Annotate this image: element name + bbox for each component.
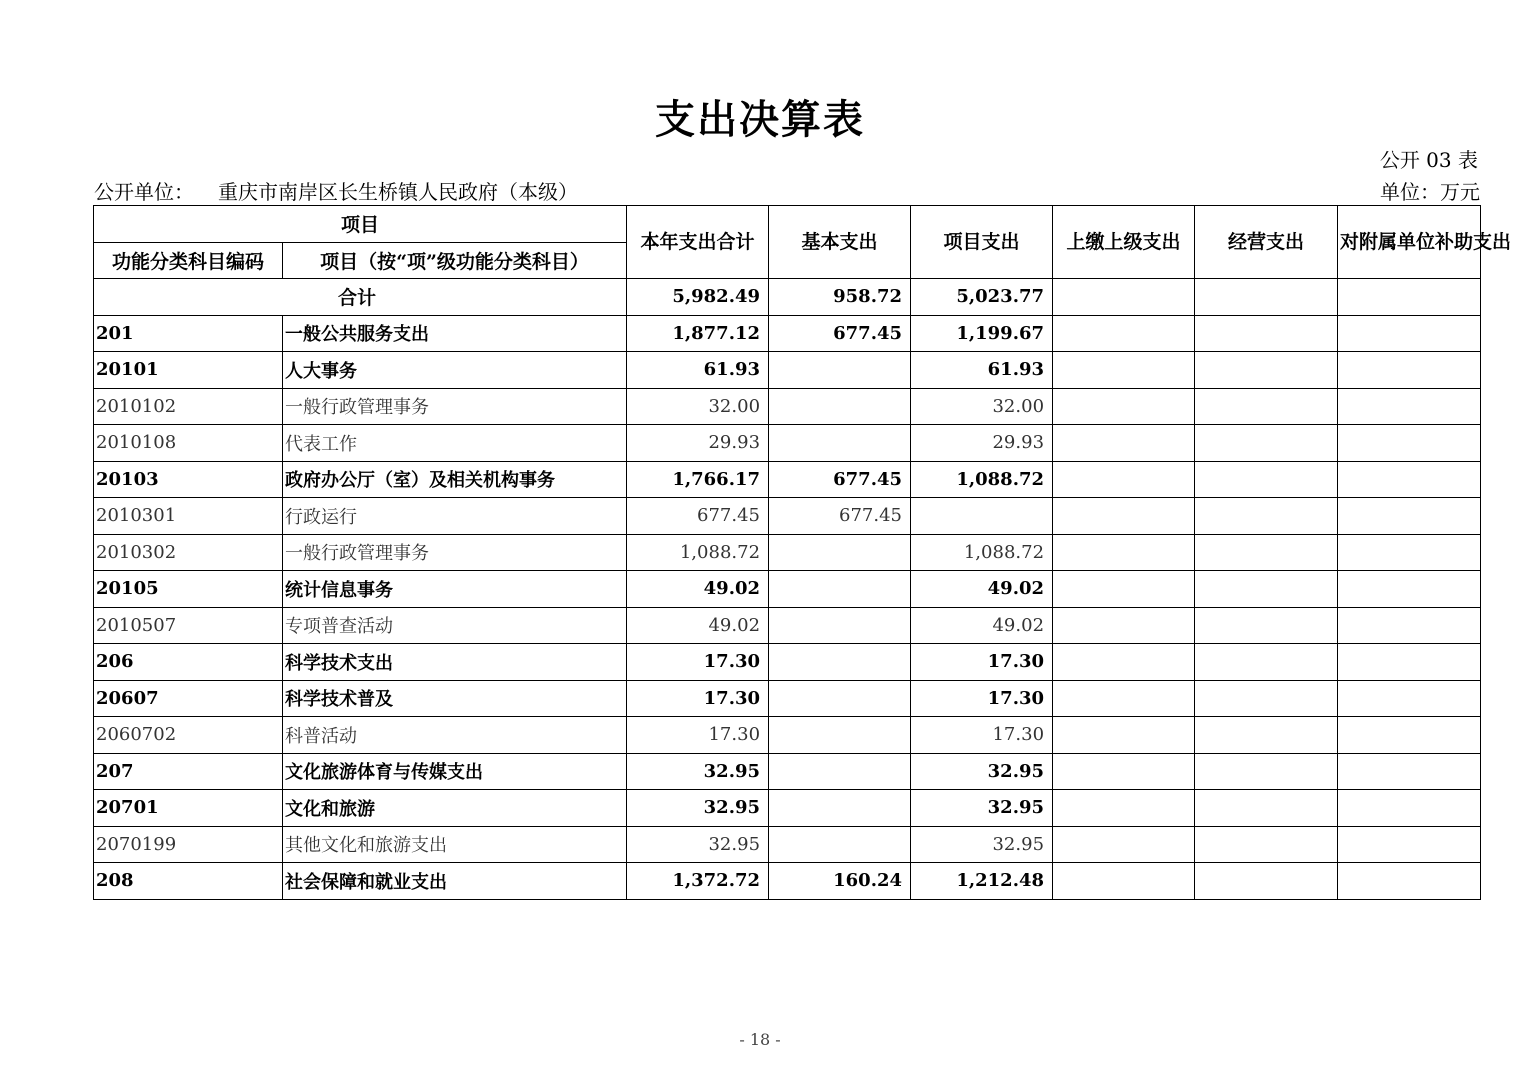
cell-project: 1,088.72 [911, 461, 1053, 498]
total-cell-basic: 958.72 [769, 279, 911, 316]
cell-total: 1,877.12 [627, 315, 769, 352]
cell-upper [1053, 571, 1195, 608]
cell-name: 人大事务 [283, 352, 627, 389]
cell-name: 统计信息事务 [283, 571, 627, 608]
cell-business [1195, 425, 1338, 462]
unit-name: 重庆市南岸区长生桥镇人民政府（本级） [218, 180, 578, 204]
cell-subsidy [1338, 607, 1481, 644]
table-row [94, 607, 1481, 644]
cell-name: 专项普查活动 [283, 607, 627, 644]
cell-project: 49.02 [911, 571, 1053, 608]
cell-code: 2010301 [94, 498, 283, 535]
cell-basic [769, 644, 911, 681]
cell-project: 32.95 [911, 826, 1053, 863]
cell-code: 20103 [94, 461, 283, 498]
expenditure-table [93, 205, 1512, 900]
cell-basic [769, 680, 911, 717]
cell-code: 207 [94, 753, 283, 790]
cell-subsidy [1338, 388, 1481, 425]
cell-basic: 677.45 [769, 461, 911, 498]
cell-basic [769, 753, 911, 790]
cell-name: 科学技术普及 [283, 680, 627, 717]
cell-upper [1053, 753, 1195, 790]
cell-code: 2010302 [94, 534, 283, 571]
cell-business [1195, 826, 1338, 863]
unit-info-row [94, 176, 1480, 204]
cell-business [1195, 790, 1338, 827]
cell-business [1195, 315, 1338, 352]
cell-name: 社会保障和就业支出 [283, 863, 627, 900]
cell-upper [1053, 717, 1195, 754]
cell-total: 32.95 [627, 790, 769, 827]
cell-subsidy [1338, 461, 1481, 498]
cell-name: 代表工作 [283, 425, 627, 462]
table-row [94, 534, 1481, 571]
cell-code: 2010108 [94, 425, 283, 462]
table-row [94, 790, 1481, 827]
table-row [94, 352, 1481, 389]
currency-unit: 单位：万元 [1380, 180, 1480, 204]
header-business: 经营支出 [1195, 206, 1338, 279]
cell-subsidy [1338, 680, 1481, 717]
table-row [94, 388, 1481, 425]
cell-name: 一般行政管理事务 [283, 388, 627, 425]
cell-subsidy [1338, 352, 1481, 389]
cell-total: 61.93 [627, 352, 769, 389]
header-project: 项目支出 [911, 206, 1053, 279]
table-row [94, 644, 1481, 681]
cell-upper [1053, 534, 1195, 571]
cell-total: 17.30 [627, 717, 769, 754]
table-row [94, 863, 1481, 900]
cell-name: 政府办公厅（室）及相关机构事务 [283, 461, 627, 498]
cell-subsidy [1338, 717, 1481, 754]
cell-code: 201 [94, 315, 283, 352]
total-cell-subsidy [1338, 279, 1481, 316]
cell-name: 文化和旅游 [283, 790, 627, 827]
cell-basic: 160.24 [769, 863, 911, 900]
form-number: 公开 03 表 [1379, 148, 1478, 172]
cell-code: 206 [94, 644, 283, 681]
cell-basic: 677.45 [769, 315, 911, 352]
table-row [94, 753, 1481, 790]
cell-code: 2010507 [94, 607, 283, 644]
cell-business [1195, 607, 1338, 644]
cell-business [1195, 534, 1338, 571]
cell-project: 29.93 [911, 425, 1053, 462]
table-row [94, 498, 1481, 535]
header-code: 功能分类科目编码 [94, 242, 283, 279]
publishing-unit [94, 176, 578, 205]
cell-basic [769, 388, 911, 425]
cell-name: 其他文化和旅游支出 [283, 826, 627, 863]
cell-basic [769, 717, 911, 754]
cell-subsidy [1338, 753, 1481, 790]
cell-name: 文化旅游体育与传媒支出 [283, 753, 627, 790]
cell-project: 17.30 [911, 717, 1053, 754]
cell-subsidy [1338, 315, 1481, 352]
cell-name: 一般行政管理事务 [283, 534, 627, 571]
cell-subsidy [1338, 863, 1481, 900]
cell-basic [769, 425, 911, 462]
cell-subsidy [1338, 826, 1481, 863]
total-cell-project: 5,023.77 [911, 279, 1053, 316]
header-subsidy: 对附属单位补助支出 [1338, 206, 1481, 279]
total-cell-upper [1053, 279, 1195, 316]
cell-business [1195, 498, 1338, 535]
cell-total: 1,088.72 [627, 534, 769, 571]
cell-upper [1053, 315, 1195, 352]
cell-subsidy [1338, 425, 1481, 462]
cell-business [1195, 753, 1338, 790]
unit-label: 公开单位： [94, 180, 194, 204]
cell-business [1195, 644, 1338, 681]
cell-total: 17.30 [627, 680, 769, 717]
cell-business [1195, 352, 1338, 389]
cell-project [911, 498, 1053, 535]
total-cell-total: 5,982.49 [627, 279, 769, 316]
header-basic: 基本支出 [769, 206, 911, 279]
table-row [94, 571, 1481, 608]
cell-business [1195, 863, 1338, 900]
cell-total: 32.00 [627, 388, 769, 425]
cell-project: 17.30 [911, 680, 1053, 717]
cell-subsidy [1338, 790, 1481, 827]
cell-total: 17.30 [627, 644, 769, 681]
cell-project: 17.30 [911, 644, 1053, 681]
cell-business [1195, 388, 1338, 425]
cell-project: 32.95 [911, 753, 1053, 790]
cell-upper [1053, 680, 1195, 717]
cell-subsidy [1338, 571, 1481, 608]
cell-business [1195, 680, 1338, 717]
cell-basic: 677.45 [769, 498, 911, 535]
table-row [94, 826, 1481, 863]
cell-project: 1,088.72 [911, 534, 1053, 571]
cell-code: 2060702 [94, 717, 283, 754]
cell-upper [1053, 790, 1195, 827]
total-cell-business [1195, 279, 1338, 316]
header-name: 项目（按“项”级功能分类科目） [283, 242, 627, 279]
cell-basic [769, 534, 911, 571]
cell-business [1195, 571, 1338, 608]
cell-total: 49.02 [627, 571, 769, 608]
cell-subsidy [1338, 534, 1481, 571]
cell-project: 32.95 [911, 790, 1053, 827]
cell-subsidy [1338, 644, 1481, 681]
cell-upper [1053, 388, 1195, 425]
cell-basic [769, 790, 911, 827]
cell-subsidy [1338, 498, 1481, 535]
cell-project: 61.93 [911, 352, 1053, 389]
cell-basic [769, 607, 911, 644]
cell-upper [1053, 644, 1195, 681]
cell-code: 2010102 [94, 388, 283, 425]
cell-total: 677.45 [627, 498, 769, 535]
cell-upper [1053, 461, 1195, 498]
table-row [94, 680, 1481, 717]
cell-name: 一般公共服务支出 [283, 315, 627, 352]
cell-code: 20701 [94, 790, 283, 827]
cell-business [1195, 717, 1338, 754]
cell-code: 208 [94, 863, 283, 900]
header-upper: 上缴上级支出 [1053, 206, 1195, 279]
cell-project: 1,199.67 [911, 315, 1053, 352]
table-row [94, 315, 1481, 352]
cell-total: 32.95 [627, 826, 769, 863]
cell-business [1195, 461, 1338, 498]
cell-total: 1,766.17 [627, 461, 769, 498]
total-label: 合计 [94, 279, 627, 316]
cell-code: 20101 [94, 352, 283, 389]
cell-project: 1,212.48 [911, 863, 1053, 900]
cell-total: 49.02 [627, 607, 769, 644]
cell-upper [1053, 498, 1195, 535]
table-row [94, 425, 1481, 462]
cell-name: 行政运行 [283, 498, 627, 535]
cell-upper [1053, 863, 1195, 900]
cell-project: 49.02 [911, 607, 1053, 644]
cell-code: 20105 [94, 571, 283, 608]
header-total: 本年支出合计 [627, 206, 769, 279]
cell-basic [769, 826, 911, 863]
cell-upper [1053, 425, 1195, 462]
cell-upper [1053, 826, 1195, 863]
total-row [94, 279, 1481, 316]
table-row [94, 717, 1481, 754]
page-title: 支出决算表 [655, 96, 865, 143]
cell-upper [1053, 352, 1195, 389]
cell-project: 32.00 [911, 388, 1053, 425]
cell-code: 20607 [94, 680, 283, 717]
cell-total: 29.93 [627, 425, 769, 462]
page-number: - 18 - [739, 1030, 781, 1049]
cell-total: 1,372.72 [627, 863, 769, 900]
table-row [94, 461, 1481, 498]
cell-code: 2070199 [94, 826, 283, 863]
header-item-group: 项目 [94, 206, 627, 243]
cell-name: 科学技术支出 [283, 644, 627, 681]
cell-name: 科普活动 [283, 717, 627, 754]
cell-basic [769, 352, 911, 389]
cell-basic [769, 571, 911, 608]
cell-total: 32.95 [627, 753, 769, 790]
cell-upper [1053, 607, 1195, 644]
